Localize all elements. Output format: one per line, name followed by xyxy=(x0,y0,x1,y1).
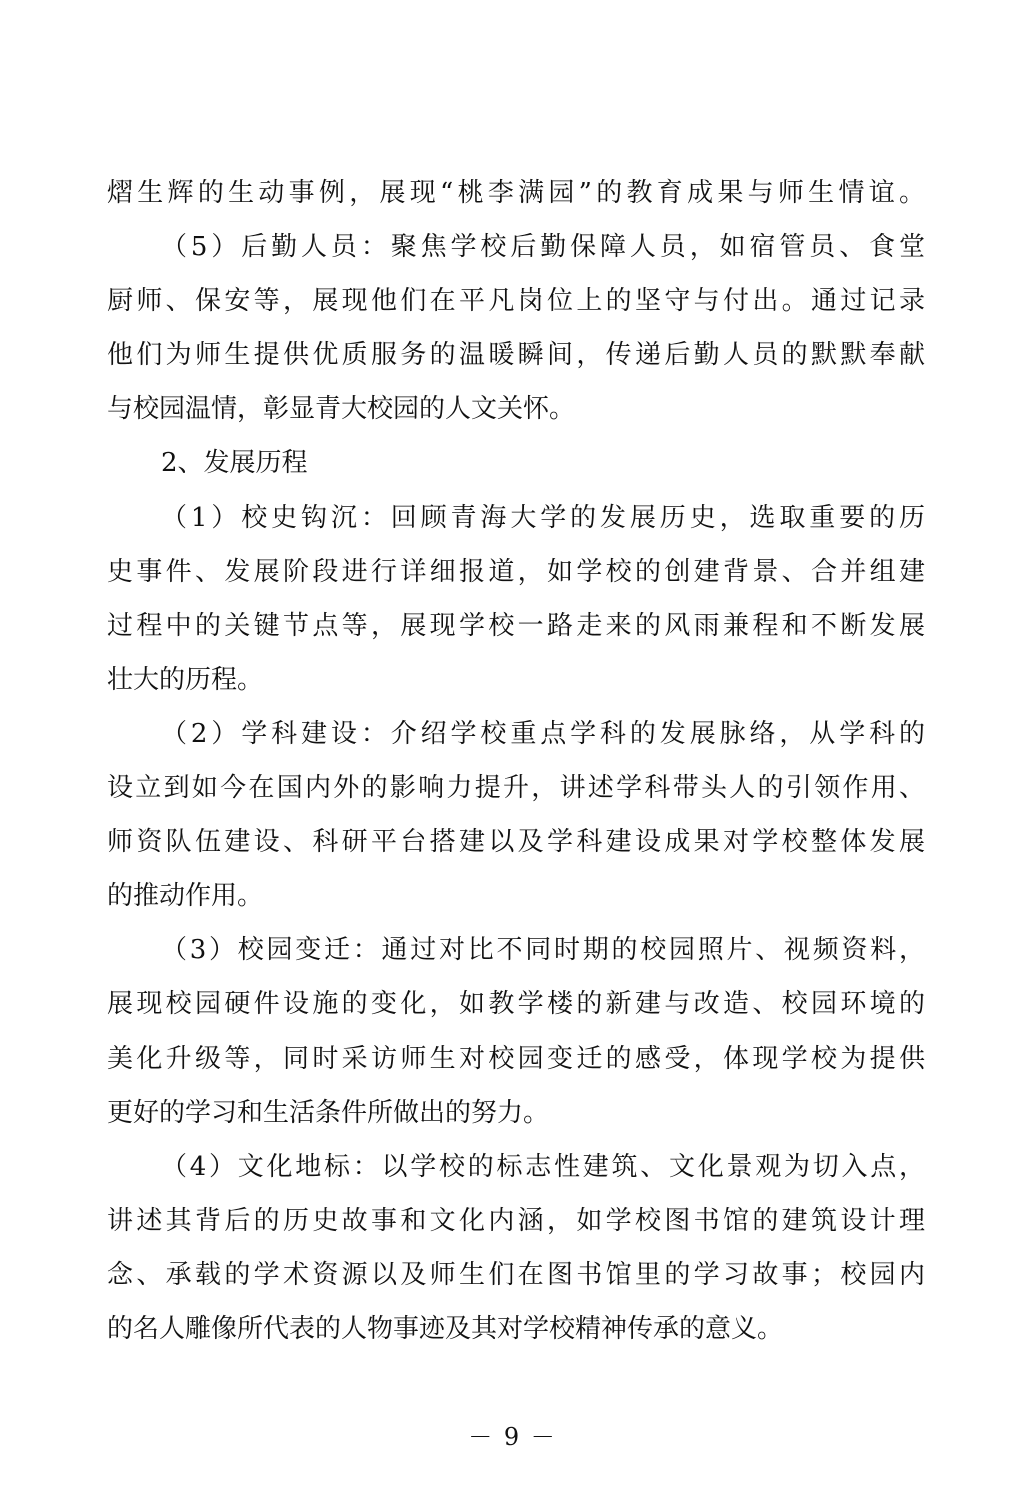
text-line: （5）后勤人员：聚焦学校后勤保障人员，如宿管员、食堂 xyxy=(161,232,925,263)
text-line: 2、发展历程 xyxy=(161,448,308,479)
text-line: 的名人雕像所代表的人物事迹及其对学校精神传承的意义。 xyxy=(107,1313,784,1344)
text-line: （4）文化地标：以学校的标志性建筑、文化景观为切入点， xyxy=(161,1151,925,1182)
text-line: 讲述其背后的历史故事和文化内涵，如学校图书馆的建筑设计理 xyxy=(107,1205,925,1236)
text-line: 设立到如今在国内外的影响力提升，讲述学科带头人的引领作用、 xyxy=(107,773,925,804)
text-line: 厨师、保安等，展现他们在平凡岗位上的坚守与付出。通过记录 xyxy=(107,286,925,317)
text-line: 的推动作用。 xyxy=(107,881,264,912)
text-line: 熠生辉的生动事例，展现“桃李满园”的教育成果与师生情谊。 xyxy=(107,178,925,208)
text-line: 与校园温情，彰显青大校园的人文关怀。 xyxy=(107,394,576,425)
text-line: 念、承载的学术资源以及师生们在图书馆里的学习故事；校园内 xyxy=(107,1259,925,1290)
body-text xyxy=(107,166,925,1356)
text-line: （2）学科建设：介绍学校重点学科的发展脉络，从学科的 xyxy=(161,718,925,749)
text-line: （1）校史钩沉：回顾青海大学的发展历史，选取重要的历 xyxy=(161,502,925,533)
page-number: － 9 － xyxy=(468,1423,557,1451)
text-line: 美化升级等，同时采访师生对校园变迁的感受，体现学校为提供 xyxy=(107,1043,925,1074)
text-line: 师资队伍建设、科研平台搭建以及学科建设成果对学校整体发展 xyxy=(107,827,925,858)
text-line: 他们为师生提供优质服务的温暖瞬间，传递后勤人员的默默奉献 xyxy=(107,340,925,371)
text-line: 过程中的关键节点等，展现学校一路走来的风雨兼程和不断发展 xyxy=(107,610,925,641)
text-line: （3）校园变迁：通过对比不同时期的校园照片、视频资料， xyxy=(161,935,925,966)
text-line: 壮大的历程。 xyxy=(107,664,264,695)
text-line: 更好的学习和生活条件所做出的努力。 xyxy=(107,1097,550,1128)
text-line: 展现校园硬件设施的变化，如教学楼的新建与改造、校园环境的 xyxy=(107,989,925,1020)
text-line: 史事件、发展阶段进行详细报道，如学校的创建背景、合并组建 xyxy=(107,556,925,587)
